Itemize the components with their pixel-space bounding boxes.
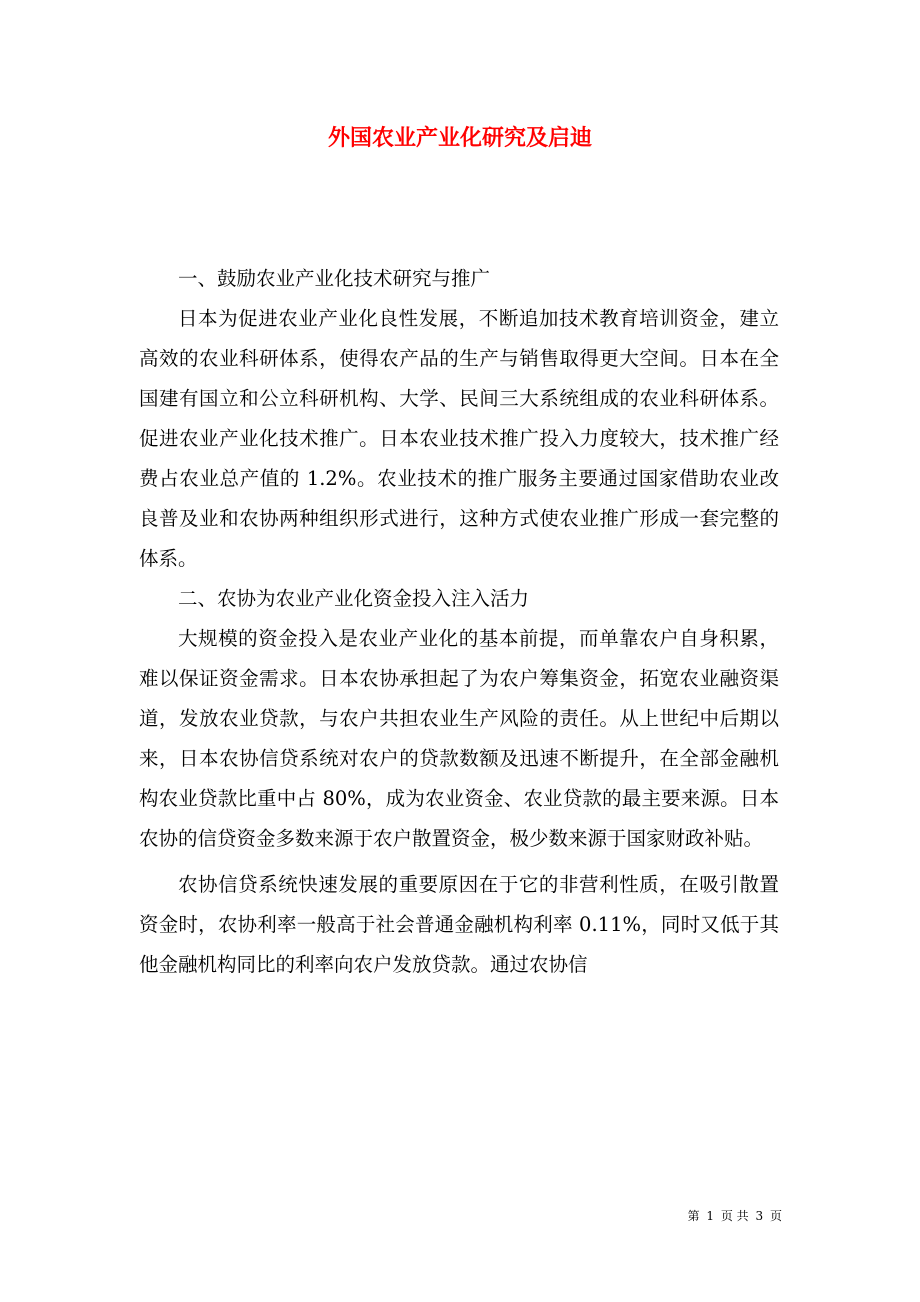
page-total: 3 xyxy=(755,1209,764,1223)
paragraph: 农协信贷系统快速发展的重要原因在于它的非营利性质，在吸引散置资金时，农协利率一般高于社会普通金融机构利率 0.11%，同时又低于其他金融机构同比的利率向农户发放贷款。通过农协信 xyxy=(139,873,779,976)
document-title: 外国农业产业化研究及启迪 xyxy=(327,125,592,151)
page-prefix: 第 xyxy=(687,1209,700,1223)
section-heading: 二、农协为农业产业化资金投入注入活力 xyxy=(178,587,530,610)
page-suffix: 页 xyxy=(769,1209,782,1223)
section-heading: 一、鼓励农业产业化技术研究与推广 xyxy=(178,267,491,290)
page-number: 1 xyxy=(706,1209,715,1223)
paragraph: 大规模的资金投入是农业产业化的基本前提，而单靠农户自身积累，难以保证资金需求。日本农协承担起了为农户筹集资金，拓宽农业融资渠道，发放农业贷款，与农户共担农业生产风险的责任。从上世纪中后期以来，日本农协信贷系统对农户的贷款数额及迅速不断提升，在全部金融机构农业贷款比重中占 80%，成为农业资金、农业贷款的最主要来源。日本农协的信贷资金多数来源于农户散置资金，极少数来源于国家财政补贴。 xyxy=(139,627,779,850)
page-mid: 页 共 xyxy=(720,1209,749,1223)
document-body xyxy=(139,259,779,985)
paragraph: 日本为促进农业产业化良性发展，不断追加技术教育培训资金，建立高效的农业科研体系，使得农产品的生产与销售取得更大空间。日本在全国建有国立和公立科研机构、大学、民间三大系统组成的农业科研体系。促进农业产业化技术推广。日本农业技术推广投入力度较大，技术推广经费占农业总产值的 1.2%。农业技术的推广服务主要通过国家借助农业改良普及业和农协两种组织形式进行，这种方式使农业推广形成一套完整的体系。 xyxy=(139,307,779,570)
page-footer xyxy=(685,1206,782,1226)
